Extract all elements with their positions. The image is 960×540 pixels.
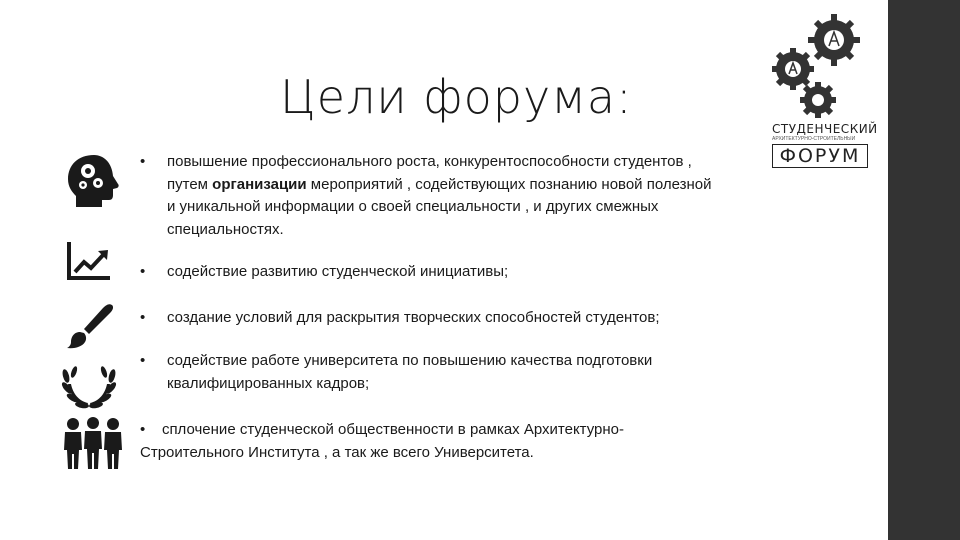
goal-1-line2-pre: путем bbox=[167, 175, 213, 193]
goal-1-line2 bbox=[140, 174, 800, 197]
goal-item-3 bbox=[140, 307, 800, 330]
slide-title: Цели форума: bbox=[280, 70, 633, 124]
goal-4-line2: квалифицированных кадров; bbox=[167, 374, 370, 392]
goal-4-line1: содействие работе университета по повышению качества подготовки bbox=[167, 352, 653, 369]
goal-5-line2: Строительного Института , а так же всего Университета. bbox=[140, 443, 534, 461]
head-gears-icon bbox=[64, 153, 120, 209]
goal-2-text: содействие развитию студенческой инициативы; bbox=[167, 263, 509, 280]
goal-3-text: создание условий для раскрытия творческих способностей студентов; bbox=[167, 309, 660, 326]
goal-item-4 bbox=[140, 350, 800, 395]
logo-text-line1: СТУДЕНЧЕСКИЙ bbox=[772, 122, 878, 136]
goal-item-5 bbox=[140, 419, 740, 464]
bullet: • bbox=[140, 352, 146, 369]
goal-1-line3: и уникальной информации о своей специальности , и других смежных bbox=[167, 198, 659, 215]
goal-item-2 bbox=[140, 261, 800, 284]
paintbrush-icon bbox=[66, 302, 116, 350]
growth-chart-icon bbox=[66, 240, 112, 282]
bullet: • bbox=[140, 153, 146, 170]
right-side-bar bbox=[888, 0, 960, 540]
logo-text-line2: АРХИТЕКТУРНО-СТРОИТЕЛЬНЫЙ bbox=[772, 136, 856, 142]
goal-item-1 bbox=[140, 151, 800, 241]
people-group-icon bbox=[62, 416, 124, 470]
laurel-wreath-icon bbox=[60, 354, 118, 412]
goal-1-line2-bold: организации bbox=[212, 175, 307, 193]
logo-text-line3: ФОРУМ bbox=[772, 144, 868, 168]
bullet: • bbox=[140, 421, 146, 438]
bullet: • bbox=[140, 263, 146, 280]
goal-5-line1-wrap bbox=[140, 419, 740, 442]
goal-1-line1: повышение профессионального роста, конкурентоспособности студентов , bbox=[167, 153, 692, 170]
bullet: • bbox=[140, 309, 146, 326]
goal-5-line1: сплочение студенческой общественности в рамках Архитектурно- bbox=[161, 421, 625, 438]
goal-1-line4: специальностях. bbox=[167, 220, 284, 238]
goal-1-line2-post: мероприятий , содействующих познанию новой полезной bbox=[306, 175, 712, 193]
